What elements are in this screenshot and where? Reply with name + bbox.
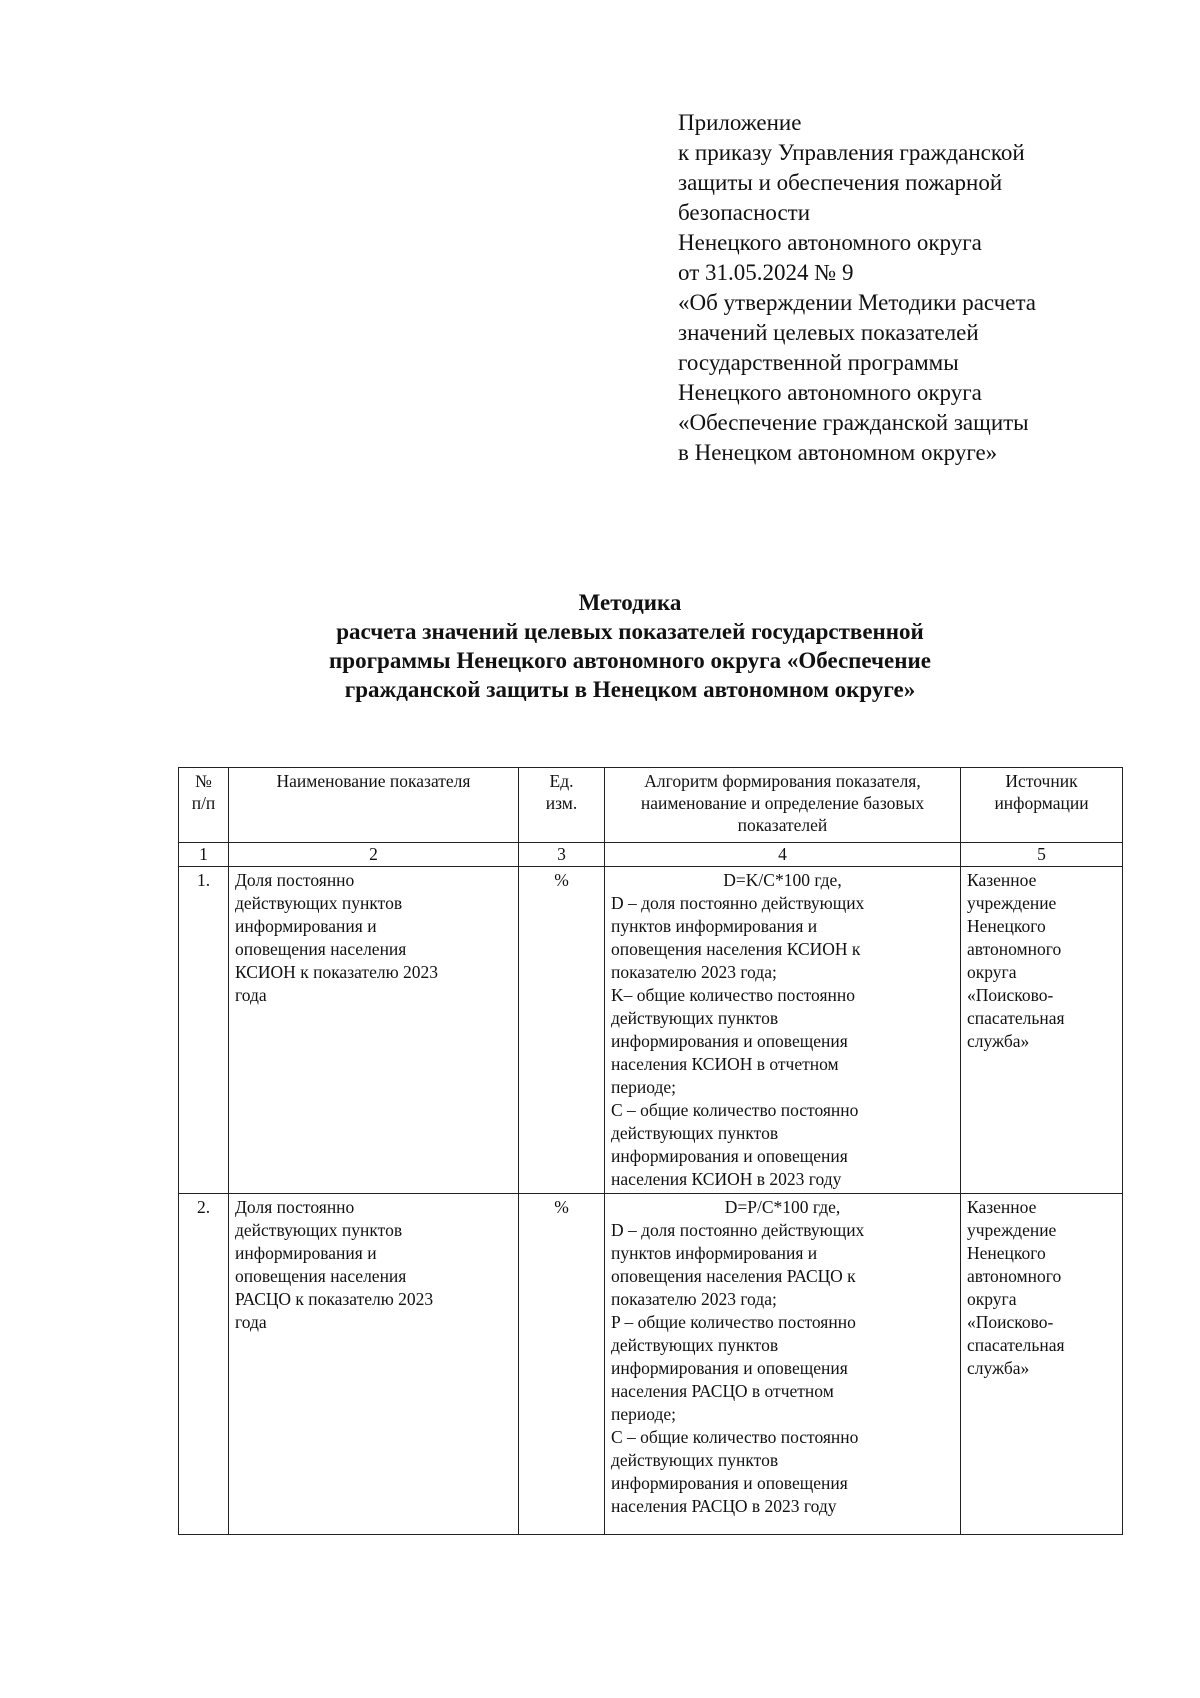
column-number: 1 bbox=[179, 843, 229, 867]
appendix-line: к приказу Управления гражданской bbox=[678, 140, 1025, 165]
table-row bbox=[179, 867, 1123, 1194]
appendix-line: Ненецкого автономного округа bbox=[678, 230, 982, 255]
indicators-table bbox=[178, 767, 1123, 1535]
indicator-algorithm: D=P/C*100 где, D – доля постоянно действующих пунктов информирования и оповещения населения РАСЦО к показателю 2023 года; P – общие количество постоянно действующих пунктов информирования и оповещения населения РАСЦО в отчетном периоде; C – общие количество постоянно действующих пунктов информирования и оповещения населения РАСЦО в 2023 году bbox=[605, 1194, 961, 1535]
appendix-line: от 31.05.2024 № 9 bbox=[678, 260, 854, 285]
title-line: Методика bbox=[578, 590, 682, 615]
indicator-source: Казенное учреждение Ненецкого автономного округа «Поисково- спасательная служба» bbox=[961, 1194, 1123, 1535]
appendix-line: «Об утверждении Методики расчета bbox=[678, 290, 1036, 315]
appendix-block bbox=[678, 108, 1148, 468]
indicator-unit: % bbox=[519, 867, 605, 1194]
table-header-row bbox=[179, 768, 1123, 843]
appendix-line: в Ненецком автономном округе» bbox=[678, 440, 998, 465]
column-number: 4 bbox=[605, 843, 961, 867]
row-number: 1. bbox=[179, 867, 229, 1194]
indicator-unit: % bbox=[519, 1194, 605, 1535]
appendix-line: безопасности bbox=[678, 200, 811, 225]
indicator-source: Казенное учреждение Ненецкого автономного округа «Поисково- спасательная служба» bbox=[961, 867, 1123, 1194]
row-number: 2. bbox=[179, 1194, 229, 1535]
appendix-line: Приложение bbox=[678, 110, 802, 135]
column-number: 3 bbox=[519, 843, 605, 867]
header-algorithm: Алгоритм формирования показателя, наименование и определение базовых показателей bbox=[605, 768, 961, 843]
header-num: № п/п bbox=[179, 768, 229, 843]
header-source: Источник информации bbox=[961, 768, 1123, 843]
column-number: 5 bbox=[961, 843, 1123, 867]
header-name: Наименование показателя bbox=[229, 768, 519, 843]
formula: D=K/C*100 где, bbox=[723, 870, 842, 890]
title-line: гражданской защиты в Ненецком автономном округе» bbox=[344, 677, 916, 702]
indicator-name: Доля постоянно действующих пунктов информирования и оповещения населения РАСЦО к показателю 2023 года bbox=[229, 1194, 519, 1535]
title-line: программы Ненецкого автономного округа «Обеспечение bbox=[329, 648, 931, 673]
title-line: расчета значений целевых показателей государственной bbox=[336, 619, 924, 644]
header-unit: Ед. изм. bbox=[519, 768, 605, 843]
indicator-name: Доля постоянно действующих пунктов информирования и оповещения населения КСИОН к показателю 2023 года bbox=[229, 867, 519, 1194]
appendix-line: значений целевых показателей bbox=[678, 320, 979, 345]
document-title bbox=[200, 588, 1060, 704]
appendix-line: защиты и обеспечения пожарной bbox=[678, 170, 1003, 195]
appendix-line: государственной программы bbox=[678, 350, 959, 375]
column-number: 2 bbox=[229, 843, 519, 867]
appendix-line: «Обеспечение гражданской защиты bbox=[678, 410, 1029, 435]
appendix-line: Ненецкого автономного округа bbox=[678, 380, 982, 405]
indicator-algorithm: D=K/C*100 где, D – доля постоянно действующих пунктов информирования и оповещения населения КСИОН к показателю 2023 года; K– общие количество постоянно действующих пунктов информирования и оповещения населения КСИОН в отчетном периоде; C – общие количество постоянно действующих пунктов информирования и оповещения населения КСИОН в 2023 году bbox=[605, 867, 961, 1194]
table-row bbox=[179, 1194, 1123, 1535]
column-number-row bbox=[179, 843, 1123, 867]
formula: D=P/C*100 где, bbox=[724, 1197, 841, 1217]
